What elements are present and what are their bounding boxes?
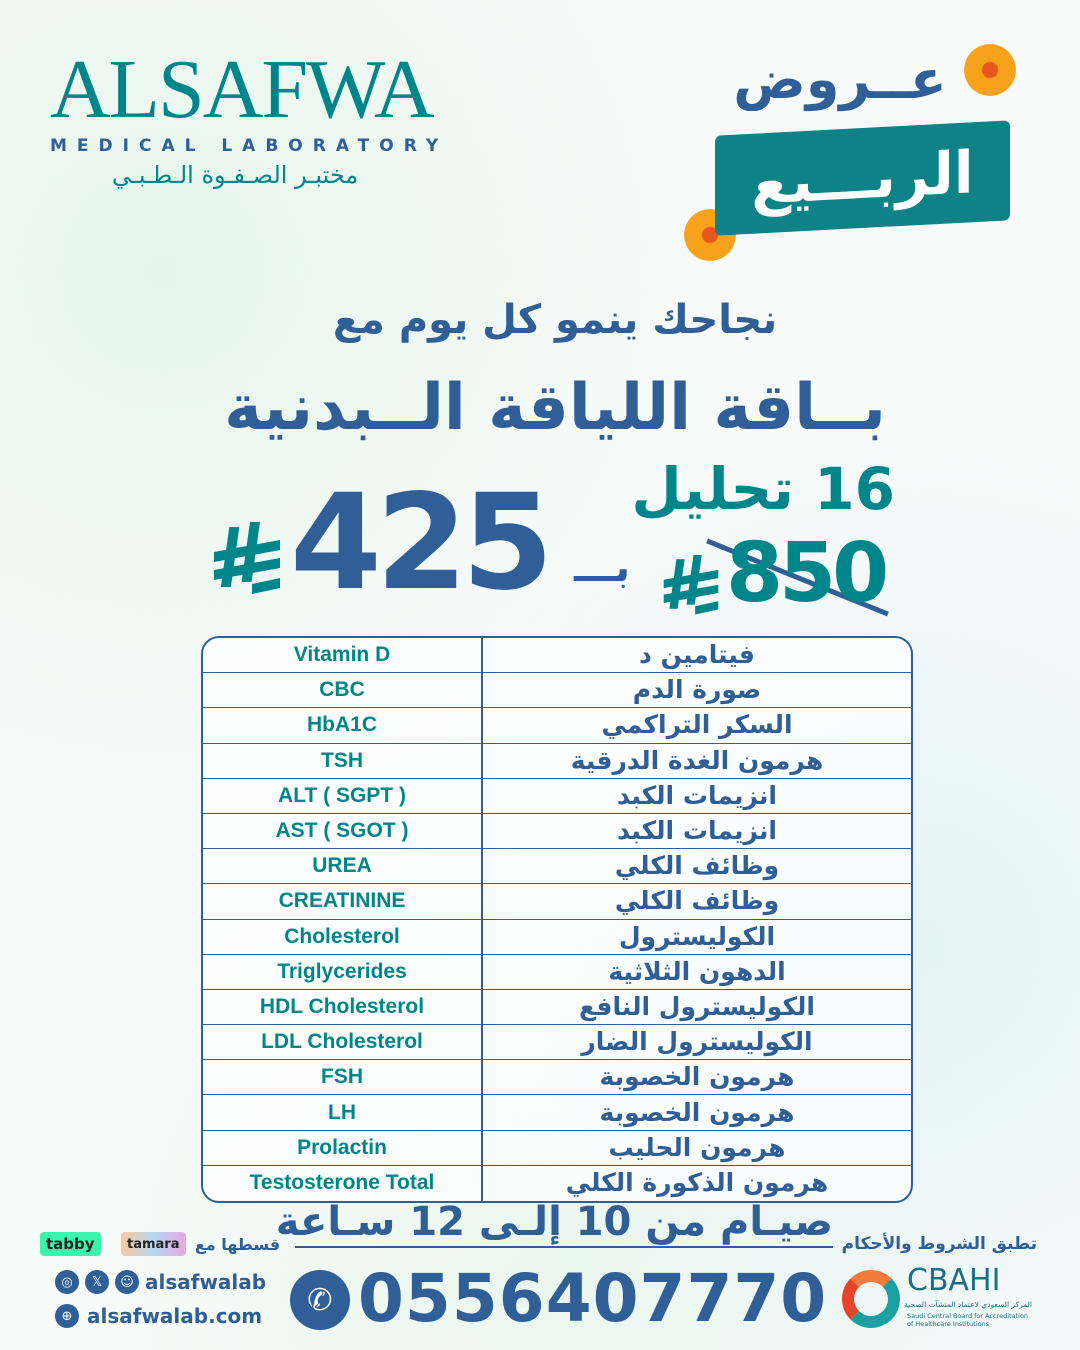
test-name-ar: الكوليسترول — [483, 920, 911, 955]
tamara-badge: tamara — [121, 1232, 186, 1256]
table-row — [203, 1166, 911, 1201]
logo-subtitle: MEDICAL LABORATORY — [50, 136, 449, 156]
spring-banner — [715, 120, 1010, 235]
package-title: بــاقة اللياقة الــبدنية — [224, 371, 886, 445]
table-row — [203, 638, 911, 673]
test-name-en: FSH — [203, 1060, 483, 1095]
table-row — [203, 920, 911, 955]
table-row — [203, 1131, 911, 1166]
tests-table — [201, 636, 913, 1203]
instagram-icon[interactable]: ◎ — [55, 1270, 79, 1294]
table-row — [203, 955, 911, 990]
test-name-ar: وظائف الكلي — [483, 849, 911, 884]
test-name-en: HDL Cholesterol — [203, 990, 483, 1025]
riyal-icon — [212, 522, 282, 597]
test-name-en: ALT ( SGPT ) — [203, 779, 483, 814]
offers-heading: عــروض — [733, 48, 947, 111]
test-name-en: CREATININE — [203, 884, 483, 919]
table-row — [203, 884, 911, 919]
flower-icon — [960, 40, 1020, 100]
test-name-ar: هرمون الخصوبة — [483, 1095, 911, 1130]
test-name-en: AST ( SGOT ) — [203, 814, 483, 849]
table-row — [203, 1025, 911, 1060]
table-row — [203, 708, 911, 743]
snapchat-icon[interactable]: ☺ — [115, 1270, 139, 1294]
cbahi-english: Saudi Central Board for Accreditation of Healthcare Institutions — [907, 1312, 1029, 1328]
table-row — [203, 779, 911, 814]
test-name-ar: هرمون الحليب — [483, 1131, 911, 1166]
cbahi-logo-icon — [842, 1270, 900, 1328]
table-row — [203, 673, 911, 708]
spring-label: الربـــيع — [751, 138, 974, 218]
slogan: نجاحك ينمو كل يوم مع — [332, 297, 778, 343]
test-name-ar: وظائف الكلي — [483, 884, 911, 919]
website-row — [55, 1304, 262, 1328]
test-name-en: Prolactin — [203, 1131, 483, 1166]
test-name-en: HbA1C — [203, 708, 483, 743]
test-name-ar: انزيمات الكبد — [483, 814, 911, 849]
social-handle[interactable]: alsafwalab — [145, 1270, 267, 1294]
test-name-en: UREA — [203, 849, 483, 884]
test-name-ar: فيتامين د — [483, 638, 911, 673]
test-name-ar: الدهون الثلاثية — [483, 955, 911, 990]
test-name-en: CBC — [203, 673, 483, 708]
test-name-en: TSH — [203, 744, 483, 779]
tabby-badge: tabby — [40, 1232, 101, 1256]
x-icon[interactable]: 𝕏 — [85, 1270, 109, 1294]
test-name-en: Cholesterol — [203, 920, 483, 955]
test-count: 16 تحليل — [631, 455, 895, 523]
price-prefix: بـــ — [573, 545, 630, 591]
test-name-en: Triglycerides — [203, 955, 483, 990]
test-name-en: Testosterone Total — [203, 1166, 483, 1201]
new-price: 425 — [290, 466, 548, 620]
old-price: 850 — [726, 526, 886, 621]
test-name-ar: هرمون الذكورة الكلي — [565, 1168, 829, 1198]
table-row — [203, 1060, 911, 1095]
test-name-en: LDL Cholesterol — [203, 1025, 483, 1060]
table-row — [203, 849, 911, 884]
table-row — [203, 990, 911, 1025]
test-name-en: Vitamin D — [203, 638, 483, 673]
test-name-ar: صورة الدم — [483, 673, 911, 708]
table-row — [203, 744, 911, 779]
table-row — [203, 814, 911, 849]
test-name-ar: انزيمات الكبد — [483, 779, 911, 814]
test-name-ar: هرمون الغدة الدرقية — [483, 744, 911, 779]
whatsapp-icon[interactable]: ✆ — [290, 1270, 350, 1330]
cbahi-name: CBAHI — [907, 1263, 1001, 1298]
test-name-ar: هرمون الخصوبة — [483, 1060, 911, 1095]
social-row — [55, 1270, 266, 1294]
logo-arabic: مختبـر الصـفـوة الـطـبـي — [111, 161, 359, 189]
installments-label: قسطها مع — [194, 1235, 281, 1254]
table-row — [203, 1095, 911, 1130]
globe-icon: ⊕ — [55, 1304, 79, 1328]
test-name-ar: السكر التراكمي — [483, 708, 911, 743]
phone-number[interactable]: 0556407770 — [358, 1260, 828, 1337]
test-name-ar: الكوليسترول النافع — [483, 990, 911, 1025]
test-name-ar: الكوليسترول الضار — [483, 1025, 911, 1060]
fasting-note: صيـام من 10 إلـى 12 سـاعة — [295, 1198, 833, 1248]
website-link[interactable]: alsafwalab.com — [87, 1304, 263, 1328]
logo-wordmark: ALSAFWA — [50, 43, 433, 136]
test-name-en: LH — [203, 1095, 483, 1130]
riyal-icon — [662, 555, 720, 617]
cbahi-arabic: المركز السعودي لاعتماد المنشآت الصحية — [904, 1300, 1032, 1309]
terms-note: تطبق الشروط والأحكام — [841, 1234, 1037, 1254]
